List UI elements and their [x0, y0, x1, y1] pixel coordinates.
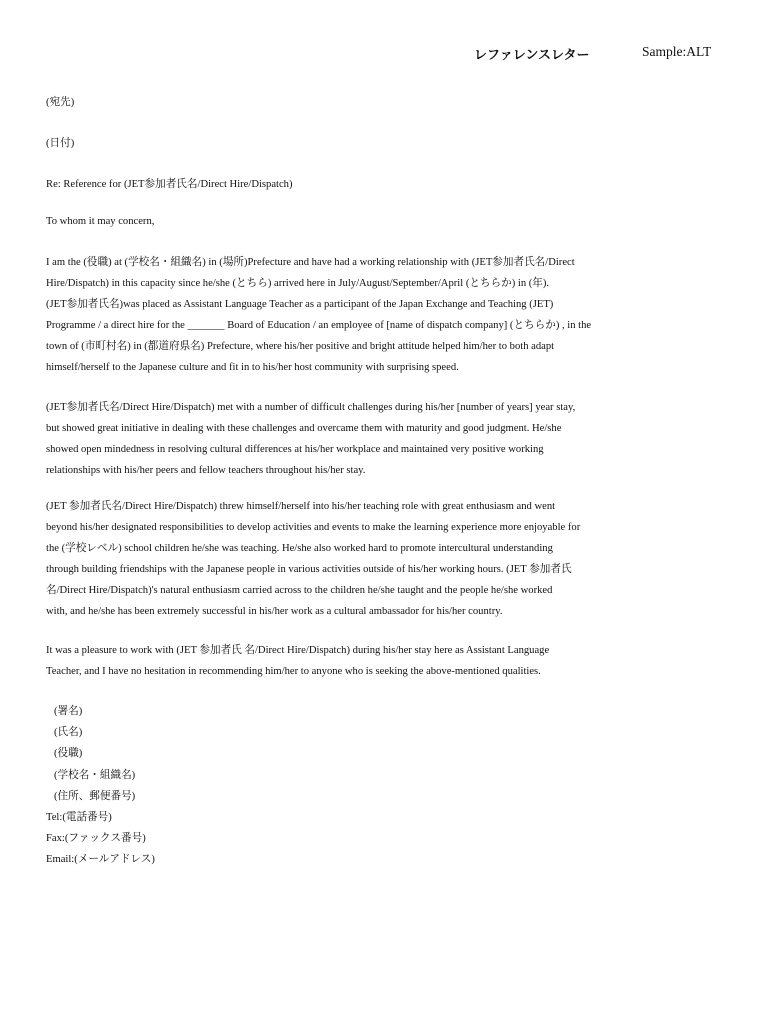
- school-line: (学校名・組織名): [54, 769, 136, 781]
- body-paragraph-4: [46, 640, 726, 682]
- address-line: (住所、郵便番号): [54, 790, 136, 802]
- signature-line: (署名): [54, 706, 83, 717]
- paragraph-line: town of (市町村名) in (都道府県名) Prefecture, where his/her positive and bright attitude helped him/her to both adapt: [46, 341, 555, 352]
- body-paragraph-2: [46, 397, 726, 481]
- paragraph-line: Teacher, and I have no hesitation in recommending him/her to anyone who is seeking the above-mentioned qualities.: [46, 666, 541, 677]
- signature-block: [54, 701, 135, 807]
- paragraph-line: I am the (役職) at (学校名・組織名) in (場所)Prefecture and have had a working relationship with (JET参加者氏名/Direct: [46, 257, 575, 268]
- paragraph-line: 名/Direct Hire/Dispatch)'s natural enthusiasm carried across to the children he/she taught and the people he/she worked: [46, 585, 553, 596]
- subject-line: Re: Reference for (JET参加者氏名/Direct Hire/Dispatch): [46, 179, 293, 190]
- paragraph-line: the (学校レベル) school children he/she was teaching. He/she also worked hard to promote intercultural understanding: [46, 543, 553, 554]
- paragraph-line: Hire/Dispatch) in this capacity since he/she (とちら) arrived here in July/August/September/April (とちらか) in (年).: [46, 278, 550, 289]
- body-paragraph-1: [46, 252, 726, 378]
- body-paragraph-3: [46, 496, 726, 622]
- name-line: (氏名): [54, 727, 83, 739]
- document-title: レファレンスレター: [474, 47, 590, 62]
- paragraph-line: (JET参加者氏名/Direct Hire/Dispatch) met with a number of difficult challenges during his/her [number of years] year stay,: [46, 402, 576, 413]
- paragraph-line: Programme / a direct hire for the _______ Board of Education / an employee of [name of dispatch company] (とちらか) , in the: [46, 320, 592, 331]
- paragraph-line: with, and he/she has been extremely successful in his/her work as a cultural ambassador for his/her country.: [46, 606, 503, 617]
- position-line: (役職): [54, 748, 83, 760]
- paragraph-line: It was a pleasure to work with (JET 参加者氏 名/Direct Hire/Dispatch) during his/her stay here as Assistant Language: [46, 645, 550, 656]
- paragraph-line: relationships with his/her peers and fellow teachers throughout his/her stay.: [46, 465, 366, 476]
- tel-line: Tel:(電話番号): [46, 812, 112, 823]
- salutation: To whom it may concern,: [46, 216, 155, 227]
- paragraph-line: but showed great initiative in dealing with these challenges and overcame them with maturity and good judgment. He/she: [46, 423, 562, 434]
- date-line: (日付): [46, 138, 75, 149]
- fax-line: Fax:(ファックス番号): [46, 833, 146, 845]
- email-line: Email:(メールアドレス): [46, 854, 155, 866]
- sample-label: Sample:ALT: [642, 44, 712, 59]
- paragraph-line: beyond his/her designated responsibilities to develop activities and events to make the learning experience more enjoyable for: [46, 522, 581, 533]
- addressee-line: (宛先): [46, 97, 75, 108]
- paragraph-line: showed open mindedness in resolving cultural differences at his/her workplace and maintained very positive working: [46, 444, 544, 455]
- paragraph-line: (JET参加者氏名)was placed as Assistant Language Teacher as a participant of the Japan Exchange and Teaching (JET): [46, 299, 554, 310]
- paragraph-line: through building friendships with the Japanese people in various activities outside of his/her working hours. (JET 参加者氏: [46, 564, 572, 575]
- paragraph-line: himself/herself to the Japanese culture and fit in to his/her host community with surprising speed.: [46, 362, 459, 373]
- contact-block: [46, 807, 155, 871]
- paragraph-line: (JET 参加者氏名/Direct Hire/Dispatch) threw himself/herself into his/her teaching role with great enthusiasm and went: [46, 501, 556, 512]
